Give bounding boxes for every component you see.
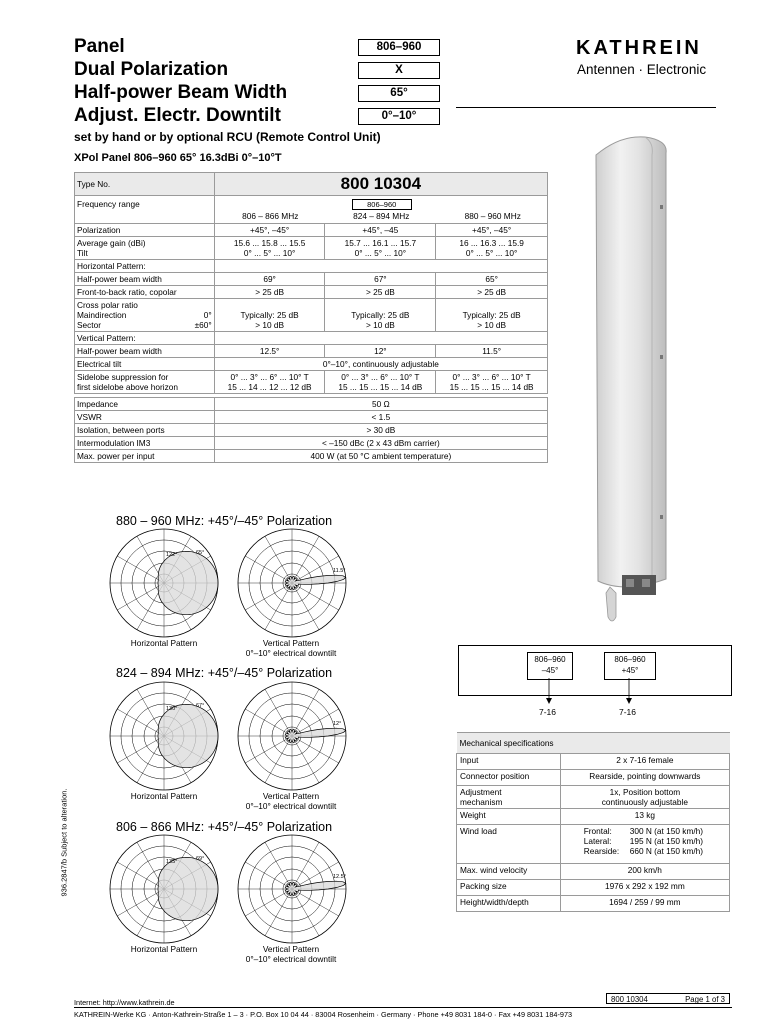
xpol-main-2: Typically: 25 dB — [351, 310, 410, 320]
connector-label-2: 7-16 — [619, 707, 637, 717]
brand-subtitle: Antennen · Electronic — [577, 62, 707, 77]
h-caption-2: Horizontal Pattern — [130, 791, 198, 801]
xpol-main-3: Typically: 25 dB — [462, 310, 521, 320]
grid-radial — [117, 736, 164, 763]
v-caption-2 — [216, 791, 366, 811]
horizontal-pattern-diagram-2 — [108, 680, 220, 792]
connector-box-minus45-freq: 806–960 — [534, 655, 566, 664]
xpol-sector-label: Sector — [77, 320, 101, 330]
grid-radial — [245, 736, 292, 763]
weight-value: 13 kg — [560, 809, 729, 825]
connector-box-plus45 — [604, 652, 656, 680]
footer-doc-number: 800 10304 — [611, 995, 648, 1004]
hbw-2: 67° — [325, 273, 436, 286]
value-beam-width-box: 65° — [358, 85, 440, 102]
footer-internet: Internet: http://www.kathrein.de — [74, 998, 175, 1007]
band-2: 824 – 894 MHz — [353, 210, 410, 221]
grid-radial — [292, 842, 319, 889]
horizontal-pattern-diagram-3 — [108, 833, 220, 945]
impedance-label: Impedance — [75, 398, 215, 411]
max-power-value: 400 W (at 50 °C ambient temperature) — [214, 450, 547, 463]
grid-radial — [265, 889, 292, 936]
etilt-label: Electrical tilt — [75, 358, 215, 371]
grid-radial — [292, 583, 339, 610]
xpol-main-1: Typically: 25 dB — [240, 310, 299, 320]
value-polarization-box: X — [358, 62, 440, 79]
h-caption-3: Horizontal Pattern — [130, 944, 198, 954]
dimensions-value: 1694 / 259 / 99 mm — [560, 896, 729, 912]
conn-pos-value: Rearside, pointing downwards — [560, 770, 729, 786]
adjust-value-2: continuously adjustable — [601, 797, 688, 807]
sls-bot-3: 15 ... 15 ... 15 ... 14 dB — [449, 382, 534, 392]
sls-top-3: 0° ... 3° ... 6° ... 10° T — [452, 372, 531, 382]
title-panel: Panel — [74, 36, 125, 57]
sls-top-2: 0° ... 3° ... 6° ... 10° T — [341, 372, 420, 382]
pol-3: +45°, –45° — [436, 224, 548, 237]
v-angle-1: 11.5° — [333, 568, 346, 574]
wind-frontal-label: Frontal: — [583, 826, 612, 836]
v-caption-1-title: Vertical Pattern — [262, 638, 320, 648]
vertical-pattern-diagram-3 — [236, 833, 348, 945]
grid-radial — [265, 536, 292, 583]
header-rule — [456, 107, 716, 108]
connector-box-plus45-freq: 806–960 — [614, 655, 646, 664]
sls-bot-1: 15 ... 14 ... 12 ... 12 dB — [227, 382, 312, 392]
footer-address: KATHREIN-Werke KG · Anton-Kathrein-Straße 1 – 3 · P.O. Box 10 04 44 · 83004 Rosenheim · Germany · Phone +49 8031 184-0 · Fax +49 8031 184-973 — [74, 1010, 573, 1019]
horizontal-pattern-lobe — [158, 704, 218, 767]
sls-label-1: Sidelobe suppression for — [77, 372, 169, 382]
band-3: 880 – 960 MHz — [464, 210, 521, 221]
im3-value: < –150 dBc (2 x 43 dBm carrier) — [214, 437, 547, 450]
v-caption-3-title: Vertical Pattern — [262, 944, 320, 954]
wind-rearside-value: 660 N (at 150 km/h) — [629, 846, 704, 856]
vertical-pattern-lobe — [285, 881, 346, 896]
xpol-label: Cross polar ratio — [77, 300, 138, 310]
ftb-label: Front-to-back ratio, copolar — [75, 286, 215, 299]
vertical-pattern-lobe — [285, 575, 346, 590]
mech-title: Mechanical specifications — [457, 733, 730, 754]
grid-radial — [117, 583, 164, 610]
value-downtilt-box: 0°–10° — [358, 108, 440, 125]
grid-radial — [292, 736, 339, 763]
h-angle-3b: 69° — [196, 856, 205, 862]
h-angle-3a: 135° — [166, 859, 178, 865]
grid-radial — [292, 889, 319, 936]
connector-box-minus45 — [527, 652, 573, 680]
ftb-1: > 25 dB — [214, 286, 325, 299]
connector-box-plus45-pol: +45° — [621, 666, 639, 675]
sls-top-1: 0° ... 3° ... 6° ... 10° T — [230, 372, 309, 382]
grid-radial — [245, 709, 292, 736]
tilt-3: 0° ... 5° ... 10° — [465, 248, 518, 258]
title-dual-polarization: Dual Polarization — [74, 59, 229, 80]
wind-label: Wind load — [457, 825, 561, 864]
input-label: Input — [457, 754, 561, 770]
xpol-sector-1: > 10 dB — [255, 320, 285, 330]
antenna-image — [590, 135, 690, 625]
mechanical-spec-table — [456, 732, 730, 912]
v-caption-3-sub: 0°–10° electrical downtilt — [245, 954, 337, 964]
horizontal-pattern-diagram-1 — [108, 527, 220, 639]
vbw-label: Half-power beam width — [75, 345, 215, 358]
max-power-label: Max. power per input — [75, 450, 215, 463]
h-angle-1a: 122° — [166, 552, 178, 558]
impedance-value: 50 Ω — [214, 398, 547, 411]
pol-2: +45°, –45 — [325, 224, 436, 237]
tilt-1: 0° ... 5° ... 10° — [243, 248, 296, 258]
footer-page-number: Page 1 of 3 — [685, 995, 725, 1004]
gain-3: 16 ... 16.3 ... 15.9 — [459, 238, 524, 248]
vbw-1: 12.5° — [214, 345, 325, 358]
gain-2: 15.7 ... 16.1 ... 15.7 — [344, 238, 417, 248]
section-title-806-866: 806 – 866 MHz: +45°/–45° Polarization — [116, 820, 333, 834]
hbw-1: 69° — [214, 273, 325, 286]
v-caption-2-title: Vertical Pattern — [262, 791, 320, 801]
gain-1: 15.6 ... 15.8 ... 15.5 — [233, 238, 306, 248]
band-1: 806 – 866 MHz — [242, 210, 299, 221]
freq-range-box: 806–960 — [352, 199, 412, 210]
vertical-pattern-label: Vertical Pattern: — [75, 332, 215, 345]
value-frequency-box: 806–960 — [358, 39, 440, 56]
xpol-sector-angle: ±60° — [194, 320, 212, 330]
grid-radial — [292, 583, 319, 630]
hbw-3: 65° — [436, 273, 548, 286]
footer-doc-box — [606, 993, 730, 1004]
electrical-spec-table — [74, 172, 548, 463]
wind-frontal-value: 300 N (at 150 km/h) — [629, 826, 704, 836]
pol-label: Polarization — [75, 224, 215, 237]
v-angle-2: 12° — [333, 721, 342, 727]
xpol-sector-2: > 10 dB — [365, 320, 395, 330]
packing-label: Packing size — [457, 880, 561, 896]
isolation-label: Isolation, between ports — [75, 424, 215, 437]
grid-radial — [117, 709, 164, 736]
grid-radial — [117, 889, 164, 916]
sls-label-2: first sidelobe above horizon — [77, 382, 179, 392]
connector-box-minus45-pol: –45° — [541, 666, 559, 675]
horizontal-pattern-lobe — [158, 551, 218, 614]
connector-arrows — [540, 678, 640, 708]
v-caption-2-sub: 0°–10° electrical downtilt — [245, 801, 337, 811]
adjust-label-2: mechanism — [460, 797, 503, 807]
hbw-label: Half-power beam width — [75, 273, 215, 286]
grid-radial — [265, 736, 292, 783]
max-wind-value: 200 km/h — [560, 864, 729, 880]
section-title-880-960: 880 – 960 MHz: +45°/–45° Polarization — [116, 514, 333, 528]
dimensions-label: Height/width/depth — [457, 896, 561, 912]
grid-radial — [265, 842, 292, 889]
horizontal-pattern-lobe — [158, 857, 218, 920]
tilt-2: 0° ... 5° ... 10° — [354, 248, 407, 258]
vswr-label: VSWR — [75, 411, 215, 424]
grid-radial — [292, 536, 319, 583]
isolation-value: > 30 dB — [214, 424, 547, 437]
grid-radial — [245, 889, 292, 916]
grid-radial — [245, 556, 292, 583]
h-angle-2a: 130° — [166, 706, 178, 712]
v-caption-1-sub: 0°–10° electrical downtilt — [245, 648, 337, 658]
title-beam-width: Half-power Beam Width — [74, 82, 288, 103]
v-caption-1 — [216, 638, 366, 658]
vertical-pattern-lobe — [285, 728, 346, 743]
xpol-sector-3: > 10 dB — [477, 320, 507, 330]
h-angle-2b: 67° — [196, 703, 205, 709]
grid-radial — [117, 862, 164, 889]
adjust-value-1: 1x, Position bottom — [609, 787, 681, 797]
input-value: 2 x 7-16 female — [560, 754, 729, 770]
side-note: 936.2847/b Subject to alteration. — [59, 788, 69, 897]
grid-radial — [117, 556, 164, 583]
wind-lateral-value: 195 N (at 150 km/h) — [629, 836, 704, 846]
connector-label-1: 7-16 — [539, 707, 557, 717]
brand-logo: KATHREIN — [576, 37, 702, 59]
grid-radial — [245, 862, 292, 889]
ftb-2: > 25 dB — [325, 286, 436, 299]
vswr-value: < 1.5 — [214, 411, 547, 424]
grid-radial — [245, 583, 292, 610]
section-title-824-894: 824 – 894 MHz: +45°/–45° Polarization — [116, 666, 333, 680]
pol-1: +45°, –45° — [214, 224, 325, 237]
grid-radial — [292, 736, 319, 783]
wind-rearside-label: Rearside: — [583, 846, 620, 856]
tilt-label: Tilt — [77, 248, 88, 258]
sls-bot-2: 15 ... 15 ... 15 ... 14 dB — [338, 382, 423, 392]
adjust-label-1: Adjustment — [460, 787, 502, 797]
wind-lateral-label: Lateral: — [583, 836, 612, 846]
grid-radial — [292, 689, 319, 736]
xpol-main-label: Maindirection — [77, 310, 127, 320]
v-angle-3: 12.5° — [333, 874, 346, 880]
title-downtilt: Adjust. Electr. Downtilt — [74, 105, 281, 126]
freq-label: Frequency range — [75, 196, 215, 224]
footer-rule — [74, 1007, 732, 1008]
gain-label: Average gain (dBi) — [77, 238, 146, 248]
freq-cell — [214, 196, 547, 224]
subtitle: set by hand or by optional RCU (Remote Control Unit) — [74, 130, 381, 144]
horizontal-pattern-label: Horizontal Pattern: — [75, 260, 215, 273]
packing-value: 1976 x 292 x 192 mm — [560, 880, 729, 896]
xpol-main-angle: 0° — [203, 310, 212, 320]
vertical-pattern-diagram-2 — [236, 680, 348, 792]
type-label: Type No. — [75, 173, 215, 196]
h-angle-1b: 65° — [196, 550, 205, 556]
grid-radial — [265, 689, 292, 736]
etilt-value: 0°–10°, continuously adjustable — [214, 358, 547, 371]
product-line: XPol Panel 806–960 65° 16.3dBi 0°–10°T — [74, 152, 282, 164]
grid-radial — [292, 889, 339, 916]
conn-pos-label: Connector position — [457, 770, 561, 786]
weight-label: Weight — [457, 809, 561, 825]
h-caption-1: Horizontal Pattern — [130, 638, 198, 648]
v-caption-3 — [216, 944, 366, 964]
im3-label: Intermodulation IM3 — [75, 437, 215, 450]
max-wind-label: Max. wind velocity — [457, 864, 561, 880]
grid-radial — [265, 583, 292, 630]
vbw-2: 12° — [325, 345, 436, 358]
vertical-pattern-diagram-1 — [236, 527, 348, 639]
type-number: 800 10304 — [214, 173, 547, 196]
vbw-3: 11.5° — [436, 345, 548, 358]
ftb-3: > 25 dB — [436, 286, 548, 299]
